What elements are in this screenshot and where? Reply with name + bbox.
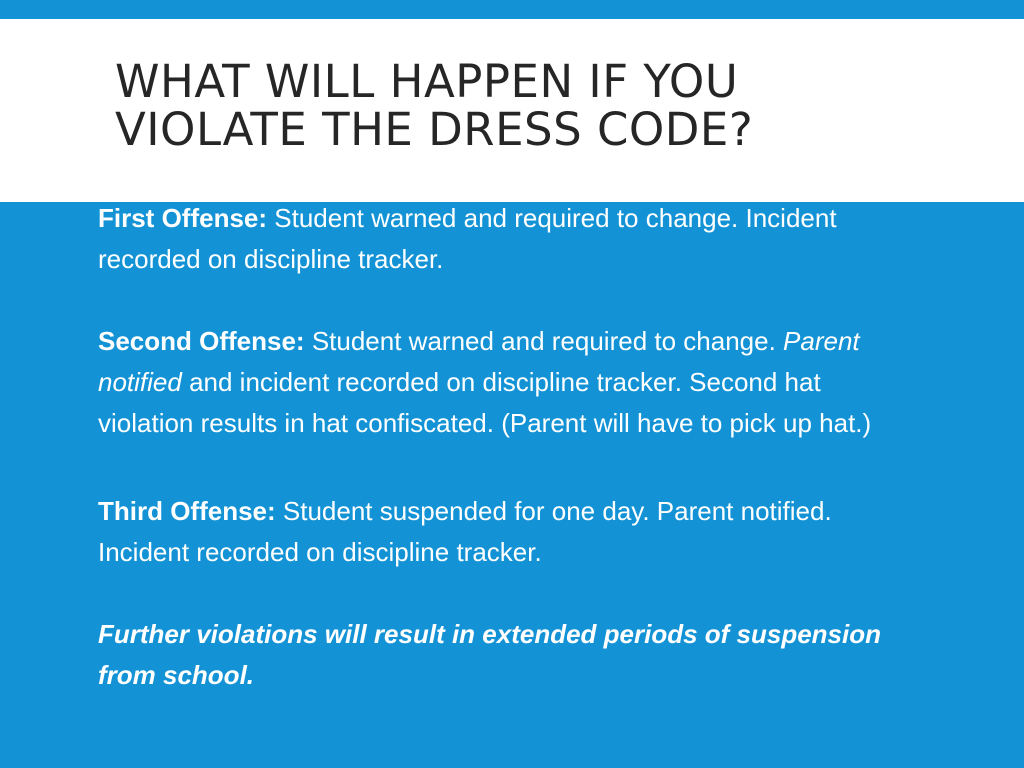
closing-statement: Further violations will result in extended periods of suspension from school.: [98, 619, 882, 690]
first-offense-text: Student warned and required to change. Incident recorded on discipline tracker.: [98, 203, 837, 274]
second-offense-paragraph: [98, 321, 888, 444]
second-offense-text-after: and incident recorded on discipline tracker. Second hat violation results in hat confiscated. (Parent will have to pick up hat.): [98, 367, 872, 438]
second-offense-italic-text: Parent notified: [98, 326, 860, 397]
slide-title: WHAT WILL HAPPEN IF YOU VIOLATE THE DRESS CODE?: [115, 55, 754, 156]
second-offense-label: Second Offense:: [98, 326, 305, 356]
slide-body: [98, 198, 888, 696]
third-offense-paragraph: [98, 491, 888, 573]
third-offense-label: Third Offense:: [98, 496, 276, 526]
first-offense-label: First Offense:: [98, 203, 268, 233]
third-offense-text: Student suspended for one day. Parent notified. Incident recorded on discipline tracker.: [98, 496, 832, 567]
first-offense-paragraph: [98, 198, 888, 280]
second-offense-text-before: Student warned and required to change.: [304, 326, 784, 356]
